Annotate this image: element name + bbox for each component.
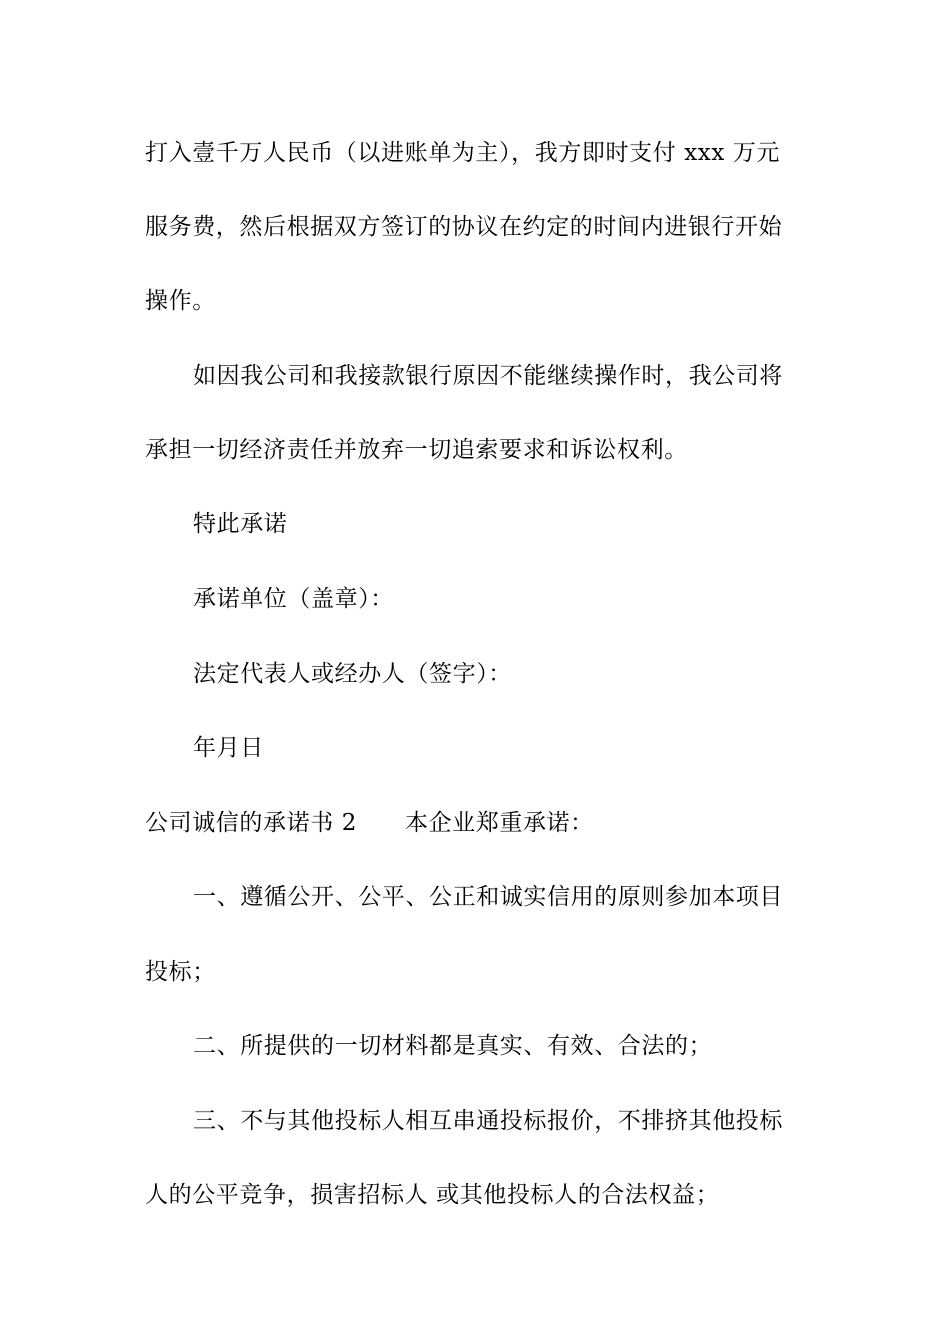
paragraph-line-4: 如因我公司和我接款银行原因不能继续操作时，我公司将 [193,363,783,389]
paragraph-line-15: 三、不与其他投标人相互串通投标报价，不排挤其他投标 [193,1108,783,1134]
section-heading-line [145,808,810,838]
paragraph-line-12: 一、遵循公开、公平、公正和诚实信用的原则参加本项目 [193,884,783,910]
signature-unit-line: 承诺单位（盖章）： [193,586,394,612]
section-title: 公司诚信的承诺书 2 [145,810,357,836]
closing-phrase: 特此承诺 [193,511,288,537]
paragraph-line-13: 投标； [145,959,216,985]
paragraph-line-5: 承担一切经济责任并放弃一切追索要求和诉讼权利。 [145,437,688,463]
section-intro: 本企业郑重承诺： [404,810,594,836]
signature-representative-line: 法定代表人或经办人（签字）： [193,661,512,687]
paragraph-line-14: 二、所提供的一切材料都是真实、有效、合法的； [193,1033,713,1059]
paragraph-line-1: 打入壹千万人民币（以进账单为主），我方即时支付 xxx 万元 [145,140,781,166]
paragraph-line-16: 人的公平竞争，损害招标人 或其他投标人的合法权益； [145,1182,720,1208]
paragraph-line-3: 操作。 [145,288,216,314]
paragraph-line-2: 服务费，然后根据双方签订的协议在约定的时间内进银行开始 [145,214,783,240]
date-line: 年月日 [193,735,264,761]
